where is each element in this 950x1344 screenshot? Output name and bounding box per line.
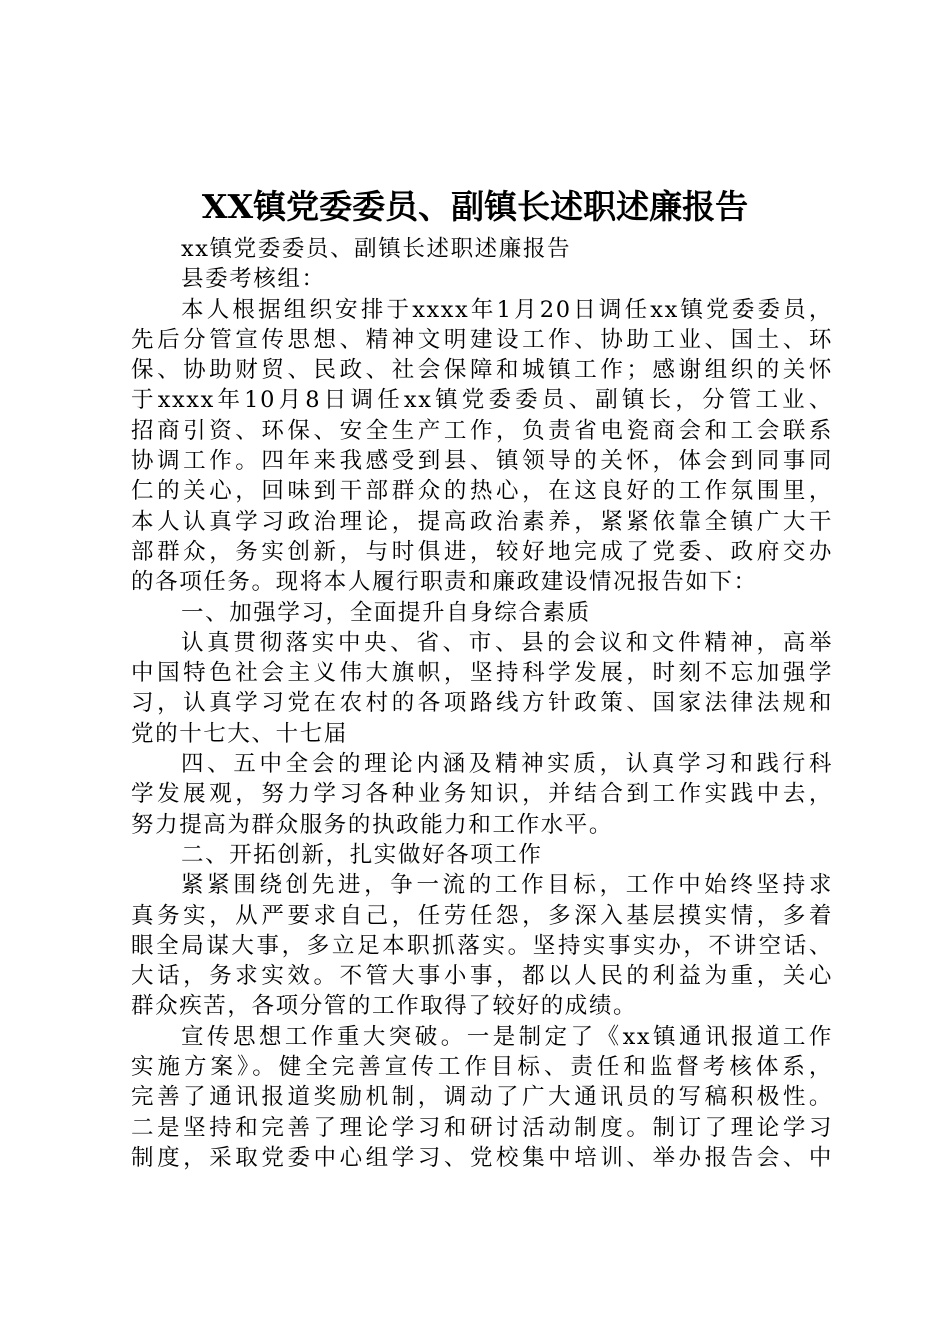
document-line: 本人根据组织安排于xxxx年1月20日调任xx镇党委委员， xyxy=(181,296,833,323)
document-line: 群众疾苦，各项分管的工作取得了较好的成绩。 xyxy=(131,993,638,1020)
document-line: 保、协助财贸、民政、社会保障和城镇工作；感谢组织的关怀 xyxy=(131,357,833,384)
document-line: 制度，采取党委中心组学习、党校集中培训、举办报告会、中 xyxy=(131,1144,833,1171)
document-line: 习，认真学习党在农村的各项路线方针政策、国家法律法规和 xyxy=(131,690,833,717)
document-line: 先后分管宣传思想、精神文明建设工作、协助工业、国土、环 xyxy=(131,326,833,353)
document-line: 学发展观，努力学习各种业务知识，并结合到工作实践中去， xyxy=(131,781,833,808)
document-line: 努力提高为群众服务的执政能力和工作水平。 xyxy=(131,811,614,838)
document-line: 中国特色社会主义伟大旗帜，坚持科学发展，时刻不忘加强学 xyxy=(131,660,833,687)
document-line: 的各项任务。现将本人履行职责和廉政建设情况报告如下： xyxy=(131,569,758,596)
document-line: 真务实，从严要求自己，任劳任怨，多深入基层摸实情，多着 xyxy=(131,902,833,929)
document-line: 党的十七大、十七届 xyxy=(131,720,348,747)
document-line: 二、开拓创新，扎实做好各项工作 xyxy=(181,841,543,868)
document-line: 宣传思想工作重大突破。一是制定了《xx镇通讯报道工作 xyxy=(181,1023,833,1050)
document-line: 仁的关心，回味到干部群众的热心，在这良好的工作氛围里， xyxy=(131,478,833,505)
document-title: XX镇党委委员、副镇长述职述廉报告 xyxy=(201,187,749,226)
document-line: 完善了通讯报道奖励机制，调动了广大通讯员的写稿积极性。 xyxy=(131,1084,833,1111)
document-line: 认真贯彻落实中央、省、市、县的会议和文件精神，高举 xyxy=(181,629,833,656)
document-line: 二是坚持和完善了理论学习和研讨活动制度。制订了理论学习 xyxy=(131,1114,833,1141)
document-line: 部群众，务实创新，与时俱进，较好地完成了党委、政府交办 xyxy=(131,538,833,565)
document-line: 眼全局谋大事，多立足本职抓落实。坚持实事实办，不讲空话、 xyxy=(131,932,833,959)
document-line: 大话，务求实效。不管大事小事，都以人民的利益为重，关心 xyxy=(131,963,833,990)
document-line: 四、五中全会的理论内涵及精神实质，认真学习和践行科 xyxy=(181,751,833,778)
document-body xyxy=(131,234,833,1173)
document-line: 实施方案》。健全完善宣传工作目标、责任和监督考核体系， xyxy=(131,1054,833,1081)
document-line: 一、加强学习，全面提升自身综合素质 xyxy=(181,599,591,626)
document-line: 招商引资、环保、安全生产工作，负责省电瓷商会和工会联系 xyxy=(131,417,833,444)
document-line: xx镇党委委员、副镇长述职述廉报告 xyxy=(181,236,572,262)
document-line: 紧紧围绕创先进，争一流的工作目标，工作中始终坚持求 xyxy=(181,872,833,899)
document-line: 于xxxx年10月8日调任xx镇党委委员、副镇长，分管工业、 xyxy=(131,387,833,414)
document-line: 县委考核组： xyxy=(181,266,326,293)
document-line: 本人认真学习政治理论，提高政治素养，紧紧依靠全镇广大干 xyxy=(131,508,833,535)
document-line: 协调工作。四年来我感受到县、镇领导的关怀，体会到同事同 xyxy=(131,448,833,475)
